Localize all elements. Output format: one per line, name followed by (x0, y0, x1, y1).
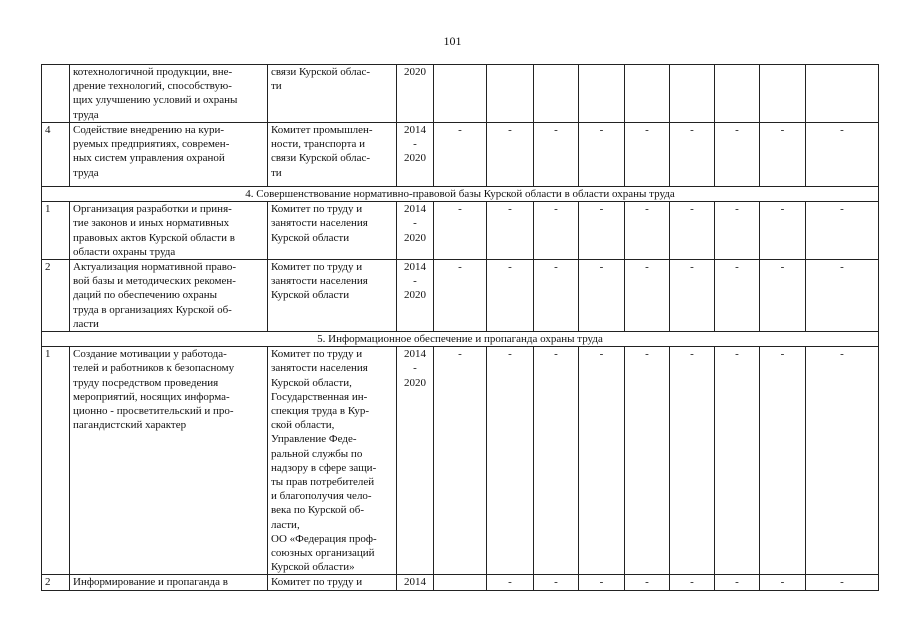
funding-value-cell: - (760, 347, 806, 575)
measure-cell (70, 123, 268, 187)
table-body (42, 65, 879, 591)
measure-line: области охраны труда (73, 245, 176, 258)
funding-value-cell: - (670, 123, 715, 187)
measure-line: тие законов и иных нормативных (73, 217, 230, 230)
funding-value-cell: - (670, 202, 715, 260)
funding-value-cell: - (487, 123, 534, 187)
funding-value-cell: - (760, 260, 806, 332)
funding-value-cell (487, 65, 534, 123)
period-line: 2014 (404, 203, 426, 216)
executor-line: Курской области (271, 231, 350, 244)
executor-line: надзору в сфере защи- (271, 461, 377, 474)
measure-line: ционно - просветительский и про- (73, 405, 234, 418)
funding-value-cell: - (487, 202, 534, 260)
funding-value-cell: - (625, 260, 670, 332)
period-line: - (413, 217, 417, 230)
executor-line: Курской области (271, 289, 350, 302)
section-header-row (42, 187, 879, 202)
funding-value-cell: - (715, 260, 760, 332)
funding-value-cell: - (760, 202, 806, 260)
period-cell (397, 260, 434, 332)
measure-line: руемых предприятиях, современ- (73, 138, 230, 151)
measure-line: труда (73, 108, 99, 121)
executor-line: ти (271, 166, 282, 179)
executor-line: ности, транспорта и (271, 138, 366, 151)
measure-line: вой базы и методических рекомен- (73, 275, 236, 288)
measure-line: даций по обеспечению охраны (73, 289, 218, 302)
executor-line: ральной службы по (271, 447, 363, 460)
measure-line: труда в организациях Курской об- (73, 303, 232, 316)
executor-line: Государственная ин- (271, 390, 368, 403)
funding-value-cell: - (534, 202, 579, 260)
funding-value-cell: - (434, 260, 487, 332)
funding-value-cell: - (487, 575, 534, 591)
funding-value-cell: - (579, 202, 625, 260)
table-row (42, 123, 879, 187)
executor-line: и благополучия чело- (271, 490, 372, 503)
funding-value-cell: - (760, 575, 806, 591)
funding-value-cell: - (534, 347, 579, 575)
funding-value-cell: - (670, 575, 715, 591)
period-line: - (413, 138, 417, 151)
period-line: 2020 (404, 152, 426, 165)
funding-value-cell (670, 65, 715, 123)
executor-line: Управление Феде- (271, 433, 357, 446)
measure-cell (70, 575, 268, 591)
measure-line: труду посредством проведения (73, 376, 219, 389)
table-row (42, 347, 879, 575)
funding-value-cell: - (806, 123, 879, 187)
executor-line: занятости населения (271, 362, 368, 375)
period-line: 2014 (404, 261, 426, 274)
funding-value-cell: - (434, 202, 487, 260)
period-line: 2020 (404, 231, 426, 244)
executor-line: Курской области, (271, 376, 352, 389)
executor-line: Комитет по труду и (271, 203, 363, 216)
funding-value-cell (534, 65, 579, 123)
funding-value-cell: - (715, 575, 760, 591)
funding-value-cell: - (670, 260, 715, 332)
period-cell (397, 123, 434, 187)
funding-value-cell (579, 65, 625, 123)
row-number: 4 (42, 123, 70, 187)
executor-line: ласти, (271, 518, 300, 531)
executor-line: занятости населения (271, 217, 368, 230)
executor-line: Комитет по труду и (271, 261, 363, 274)
measure-line: мероприятий, носящих информа- (73, 390, 230, 403)
funding-value-cell: - (579, 123, 625, 187)
funding-value-cell (715, 65, 760, 123)
funding-value-cell: - (625, 575, 670, 591)
row-number: 1 (42, 347, 70, 575)
funding-value-cell: - (534, 575, 579, 591)
period-line: 2014 (404, 576, 426, 589)
executor-line: связи Курской облас- (271, 152, 371, 165)
funding-value-cell: - (579, 347, 625, 575)
period-cell (397, 65, 434, 123)
measure-line: Информирование и пропаганда в (73, 576, 228, 589)
funding-value-cell: - (534, 260, 579, 332)
executor-cell (268, 575, 397, 591)
measure-line: Актуализация нормативной право- (73, 261, 236, 274)
measure-line: котехнологичной продукции, вне- (73, 66, 233, 78)
funding-value-cell: - (579, 260, 625, 332)
period-line: 2020 (404, 289, 426, 302)
table-row (42, 202, 879, 260)
executor-line: занятости населения (271, 275, 368, 288)
measures-table (41, 64, 879, 591)
measure-line: Организация разработки и приня- (73, 203, 232, 216)
funding-value-cell: - (715, 202, 760, 260)
funding-value-cell: - (806, 347, 879, 575)
executor-cell (268, 123, 397, 187)
measure-line: труда (73, 166, 99, 179)
row-number: 2 (42, 260, 70, 332)
period-line: 2014 (404, 348, 426, 361)
funding-value-cell: - (715, 347, 760, 575)
period-cell (397, 575, 434, 591)
row-number: 1 (42, 202, 70, 260)
measure-line: ных систем управления охраной (73, 152, 225, 165)
funding-value-cell: - (670, 347, 715, 575)
executor-line: ОО «Федерация проф- (271, 532, 377, 545)
executor-line: спекция труда в Кур- (271, 405, 370, 418)
funding-value-cell: - (534, 123, 579, 187)
funding-value-cell (625, 65, 670, 123)
section-title: 4. Совершенствование нормативно-правовой базы Курской области в области охраны труда (42, 187, 879, 202)
funding-value-cell: - (806, 260, 879, 332)
executor-cell (268, 347, 397, 575)
executor-line: Комитет промышлен- (271, 124, 373, 136)
executor-line: Комитет по труду и (271, 348, 363, 361)
page-number: 101 (443, 34, 462, 48)
period-cell (397, 202, 434, 260)
period-line: - (413, 362, 417, 375)
measure-cell (70, 260, 268, 332)
funding-value-cell: - (487, 260, 534, 332)
funding-value-cell (806, 65, 879, 123)
executor-cell (268, 202, 397, 260)
measure-cell (70, 347, 268, 575)
period-line: 2014 (404, 124, 426, 136)
funding-value-cell (760, 65, 806, 123)
period-line: 2020 (404, 376, 426, 389)
section-header-row (42, 332, 879, 347)
funding-value-cell: - (434, 123, 487, 187)
row-number: 2 (42, 575, 70, 591)
measure-line: щих улучшению условий и охраны (73, 94, 238, 107)
executor-cell (268, 260, 397, 332)
measure-line: правовых актов Курской области в (73, 231, 235, 244)
period-cell (397, 347, 434, 575)
funding-value-cell: - (625, 123, 670, 187)
period-line: - (413, 275, 417, 288)
executor-line: Комитет по труду и (271, 576, 363, 589)
funding-value-cell: - (715, 123, 760, 187)
funding-value-cell: - (487, 347, 534, 575)
executor-line: связи Курской облас- (271, 66, 371, 78)
measure-line: Содействие внедрению на кури- (73, 124, 225, 136)
funding-value-cell: - (579, 575, 625, 591)
funding-value-cell (434, 575, 487, 591)
funding-value-cell (434, 65, 487, 123)
funding-value-cell: - (625, 202, 670, 260)
measure-line: дрение технологий, способствую- (73, 80, 232, 93)
executor-cell (268, 65, 397, 123)
executor-line: союзных организаций (271, 547, 375, 560)
executor-line: ти (271, 80, 282, 93)
table-row (42, 575, 879, 591)
funding-value-cell: - (625, 347, 670, 575)
executor-line: Курской области» (271, 561, 355, 574)
measure-cell (70, 65, 268, 123)
period-line: 2020 (404, 66, 426, 78)
measure-line: пагандистский характер (73, 419, 187, 432)
row-number (42, 65, 70, 123)
table-row (42, 260, 879, 332)
executor-line: века по Курской об- (271, 504, 365, 517)
measure-line: ласти (73, 317, 99, 330)
table-row (42, 65, 879, 123)
funding-value-cell: - (760, 123, 806, 187)
section-title: 5. Информационное обеспечение и пропаганда охраны труда (42, 332, 879, 347)
executor-line: ты прав потребителей (271, 476, 375, 489)
funding-value-cell: - (434, 347, 487, 575)
executor-line: ской области, (271, 419, 335, 432)
funding-value-cell: - (806, 575, 879, 591)
funding-value-cell: - (806, 202, 879, 260)
measure-line: Создание мотивации у работода- (73, 348, 227, 361)
measure-line: телей и работников к безопасному (73, 362, 235, 375)
measure-cell (70, 202, 268, 260)
